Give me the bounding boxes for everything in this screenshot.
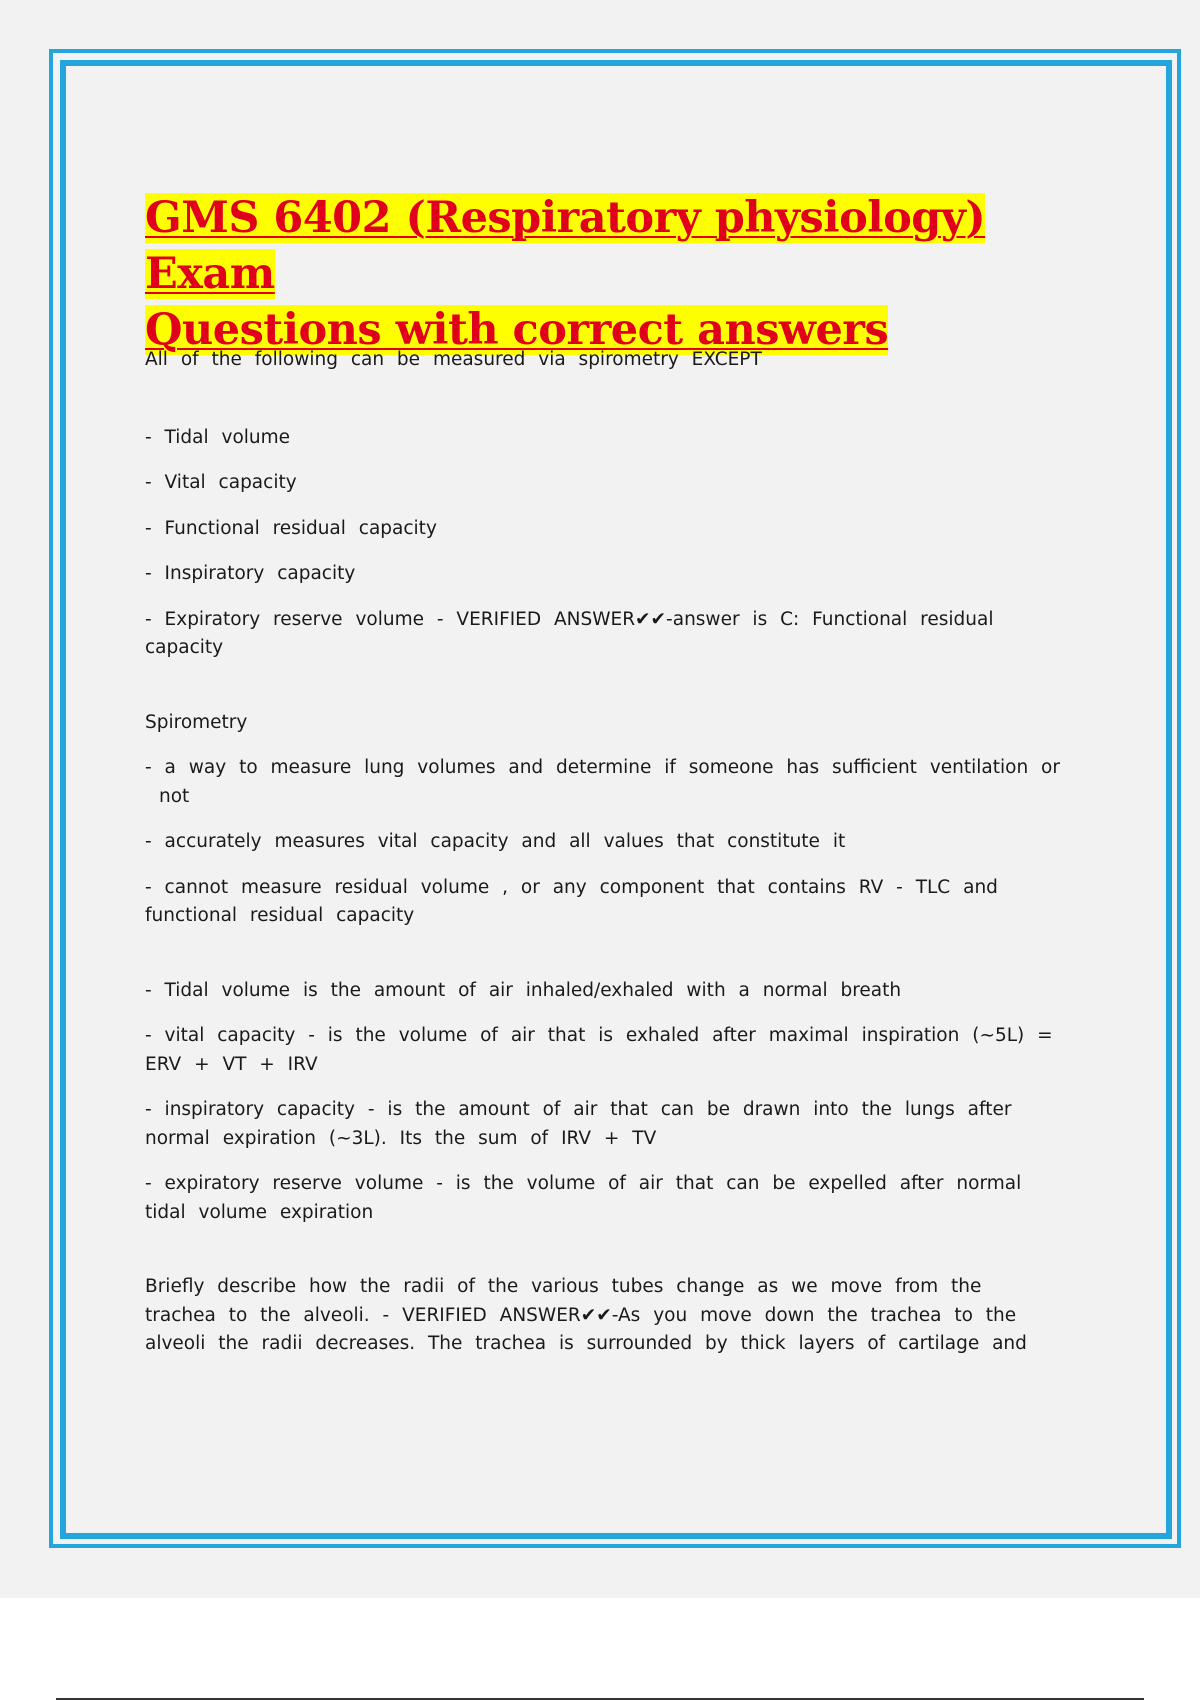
spirometry-item-continued: not xyxy=(159,785,190,807)
question-1-option: - Tidal volume xyxy=(145,426,291,448)
spirometry-item: - accurately measures vital capacity and all values that constitute it xyxy=(145,831,846,852)
question-1-option: - Inspiratory capacity xyxy=(145,563,356,584)
question-2-line: alveoli the radii decreases. The trachea is surrounded by thick layers of cartilage and xyxy=(145,1333,1027,1354)
spirometry-heading: Spirometry xyxy=(145,711,248,733)
definition-inspiratory-capacity: - inspiratory capacity - is the amount of air that can be drawn into the lungs after xyxy=(145,1099,1012,1120)
document-title xyxy=(145,190,1085,358)
question-1-answer-line: - Expiratory reserve volume - VERIFIED ANSWER✔✔-answer is C: Functional residual xyxy=(145,608,994,630)
definition-vital-capacity: - vital capacity - is the volume of air that is exhaled after maximal inspiration (~5L) = xyxy=(145,1025,1053,1046)
definition-expiratory-reserve-continued: tidal volume expiration xyxy=(145,1201,374,1223)
definition-vital-capacity-continued: ERV + VT + IRV xyxy=(145,1053,318,1075)
title-line-1: GMS 6402 (Respiratory physiology) Exam xyxy=(145,193,986,299)
question-1-option: - Functional residual capacity xyxy=(145,517,437,539)
question-1-stem: All of the following can be measured via spirometry EXCEPT xyxy=(145,349,762,370)
question-1-answer-line: capacity xyxy=(145,637,224,658)
spirometry-item: - cannot measure residual volume , or any component that contains RV - TLC and xyxy=(145,876,998,898)
title-line-2: Questions with correct answers xyxy=(145,305,889,355)
definition-inspiratory-capacity-continued: normal expiration (~3L). Its the sum of IRV + TV xyxy=(145,1127,657,1149)
definition-tidal-volume: - Tidal volume is the amount of air inhaled/exhaled with a normal breath xyxy=(145,979,902,1001)
document-body xyxy=(145,346,1085,1359)
spirometry-item-continued: functional residual capacity xyxy=(145,905,415,926)
definition-expiratory-reserve: - expiratory reserve volume - is the volume of air that can be expelled after normal xyxy=(145,1173,1022,1194)
question-1-option: - Vital capacity xyxy=(145,472,297,493)
question-2-line: Briefly describe how the radii of the various tubes change as we move from the xyxy=(145,1276,982,1297)
spirometry-item: - a way to measure lung volumes and determine if someone has sufficient ventilation or xyxy=(145,757,1060,778)
question-2-line: trachea to the alveoli. - VERIFIED ANSWER✔✔-As you move down the trachea to the xyxy=(145,1304,1017,1326)
